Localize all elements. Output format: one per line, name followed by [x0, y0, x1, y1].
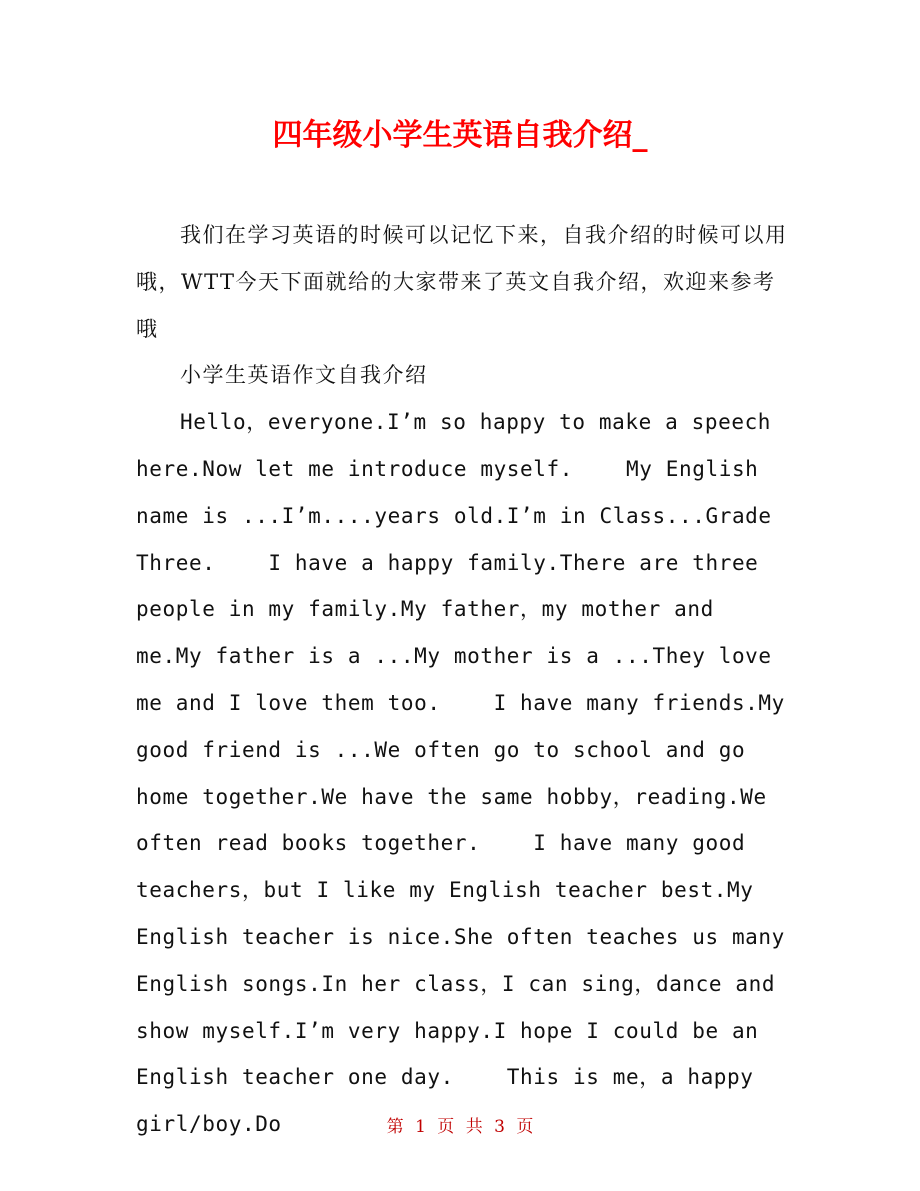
document-title: 四年级小学生英语自我介绍_	[272, 118, 648, 153]
intro-paragraph: 我们在学习英语的时候可以记忆下来，自我介绍的时候可以用哦，WTT今天下面就给的大家带来了英文自我介绍，欢迎来参考哦	[136, 223, 788, 341]
document-body	[136, 212, 799, 1148]
section-heading: 小学生英语作文自我介绍	[180, 363, 428, 388]
essay-paragraph: Hello，everyone.I’m so happy to make a speech here.Now let me introduce myself. My English name is ...I’m....years old.I’m in Class...Grade Three. I have a happy family.There are three people in my family.My father，my mother and me.My father is a ...My mother is a ...They love me and I love them too. I have many friends.My good friend is ...We often go to school and go home together.We have the same hobby，reading.We often read books together. I have many good teachers，but I like my English teacher best.My English teacher is nice.She often teaches us many English songs.In her class，I can sing，dance and show myself.I’m very happy.I hope I could be an English teacher one day. This is me，a happy girl/boy.Do	[136, 410, 799, 1137]
page-number-footer: 第 1 页 共 3 页	[386, 1117, 534, 1137]
